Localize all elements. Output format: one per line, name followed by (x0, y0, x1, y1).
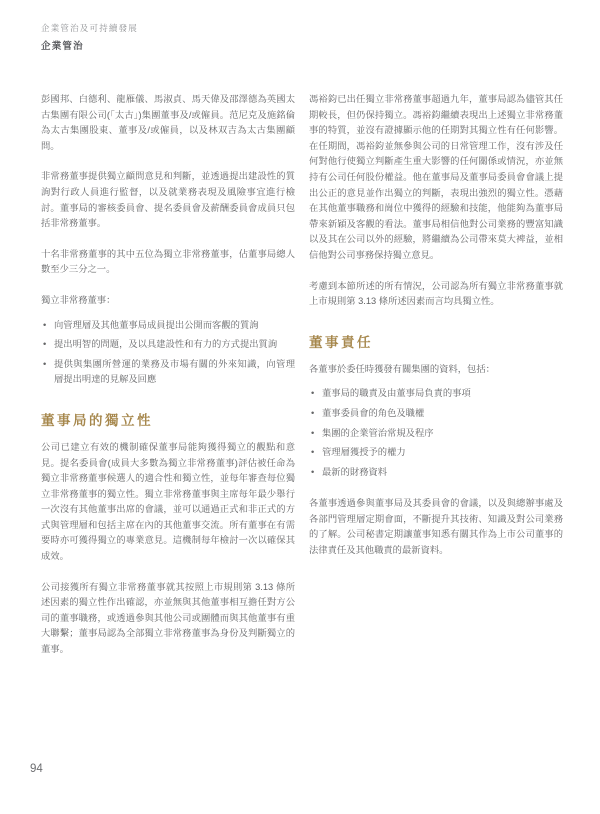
heading-directors-responsibilities: 董事責任 (309, 334, 373, 350)
list-item: • 提出明智的問題，及以具建設性和有力的方式提出質詢 (41, 337, 295, 353)
list-item: • 董事局的職責及由董事局負責的事項 (309, 386, 563, 402)
left-column (41, 92, 295, 673)
paragraph-rule-313-confirmation: 公司接獲所有獨立非常務董事就其按照上市規則第 3.13 條所述因素的獨立性作出確認，亦並無與其他董事相互擔任對方公司的董事職務，或透過參與其他公司或團體而與其他董事有重大聯繫；董事局認為全部獨立非常務董事為身份及判斷獨立的董事。 (41, 581, 295, 655)
list-item: • 向管理層及其他董事局成員提出公開而客觀的質詢 (41, 318, 295, 334)
ined-list-label: 獨立非常務董事： (41, 294, 116, 305)
list-item: • 管理層獲授予的權力 (309, 445, 563, 461)
page-title: 企業管治 (41, 41, 84, 52)
paragraph-ned-role: 非常務董事提供獨立顧問意見和判斷，並透過提出建設性的質詢對行政人員進行監督，以及就業務表現及風險事宜進行檢討。董事局的審核委員會、提名委員會及薪酬委員會成員只包括非常務董事。 (41, 171, 295, 229)
ined-bullet-list (41, 318, 295, 388)
paragraph-long-serving-ined: 馮裕鈞已出任獨立非常務董事超過九年，董事局認為儘管其任期較長，但仍保持獨立。馮裕鈞繼續表現出上述獨立非常務董事的特質，並沒有證據顯示他的任期對其獨立性有任何影響。在任期間，馮裕鈞並無參與公司的日常管理工作，沒有涉及任何對他行使獨立判斷產生重大影響的任何關係或情況，亦並無持有公司任何股份權益。他在董事局及董事局委員會會議上提出公正的意見並作出獨立的判斷，表現出強烈的獨立性。憑藉在其他董事職務和崗位中獲得的經驗和技能，他能夠為董事局帶來新穎及客觀的看法。董事局相信他對公司業務的豐富知識以及其在公司以外的經驗，將繼續為公司帶來莫大裨益，並相信他對公司事務保持獨立意見。 (309, 94, 563, 260)
right-column (309, 92, 563, 673)
paragraph-ongoing-development: 各董事透過參與董事局及其委員會的會議，以及與總辦事處及各部門管理層定期會面，不斷提升其技術、知識及對公司業務的了解。公司秘書定期讓董事知悉有關其作為上市公司董事的法律責任及其他職責的最新資料。 (309, 498, 563, 556)
heading-board-independence: 董事局的獨立性 (41, 412, 153, 428)
paragraph-ined-count: 十名非常務董事的其中五位為獨立非常務董事，佔董事局總人數至少三分之一。 (41, 248, 295, 275)
list-item: • 集團的企業管治常規及程序 (309, 426, 563, 442)
paragraph-directors: 彭國邦、白德利、龍雁儀、馬淑貞、馬天偉及邵澤德為英國太古集團有限公司(「太古」)集團董事及/或僱員。范尼克及施銘倫為太古集團股東、董事及/或僱員，以及林双吉為太古集團顧問。 (41, 94, 295, 151)
content-columns (41, 92, 563, 673)
page-number: 94 (30, 763, 43, 775)
appointment-info-intro: 各董事於委任時獲發有關集團的資料，包括： (309, 363, 495, 374)
paragraph-independence-conclusion: 考慮到本節所述的所有情況，公司認為所有獨立非常務董事就上市規則第 3.13 條所述因素而言均具獨立性。 (309, 280, 563, 307)
breadcrumb: 企業管治及可持續發展 (41, 23, 139, 33)
list-item: • 董事委員會的角色及職權 (309, 406, 563, 422)
paragraph-independence-mechanism: 公司已建立有效的機制確保董事局能夠獲得獨立的觀點和意見。提名委員會(成員大多數為獨立非常務董事)評估被任命為獨立非常務董事候選人的適合性和獨立性，並每年審查每位獨立非常務董事的獨立性。獨立非常務董事與主席每年最少舉行一次沒有其他董事出席的會議，並可以通過正式和非正式的方式與管理層和包括主席在內的其他董事交流。所有董事在有需要時亦可獲得獨立的專業意見。這機制每年檢討一次以確保其成效。 (41, 441, 295, 562)
appointment-info-list (309, 386, 563, 480)
list-item: • 提供與集團所營運的業務及市場有關的外來知識，向管理層提出明達的見解及回應 (41, 357, 295, 388)
list-item: • 最新的財務資料 (309, 465, 563, 481)
